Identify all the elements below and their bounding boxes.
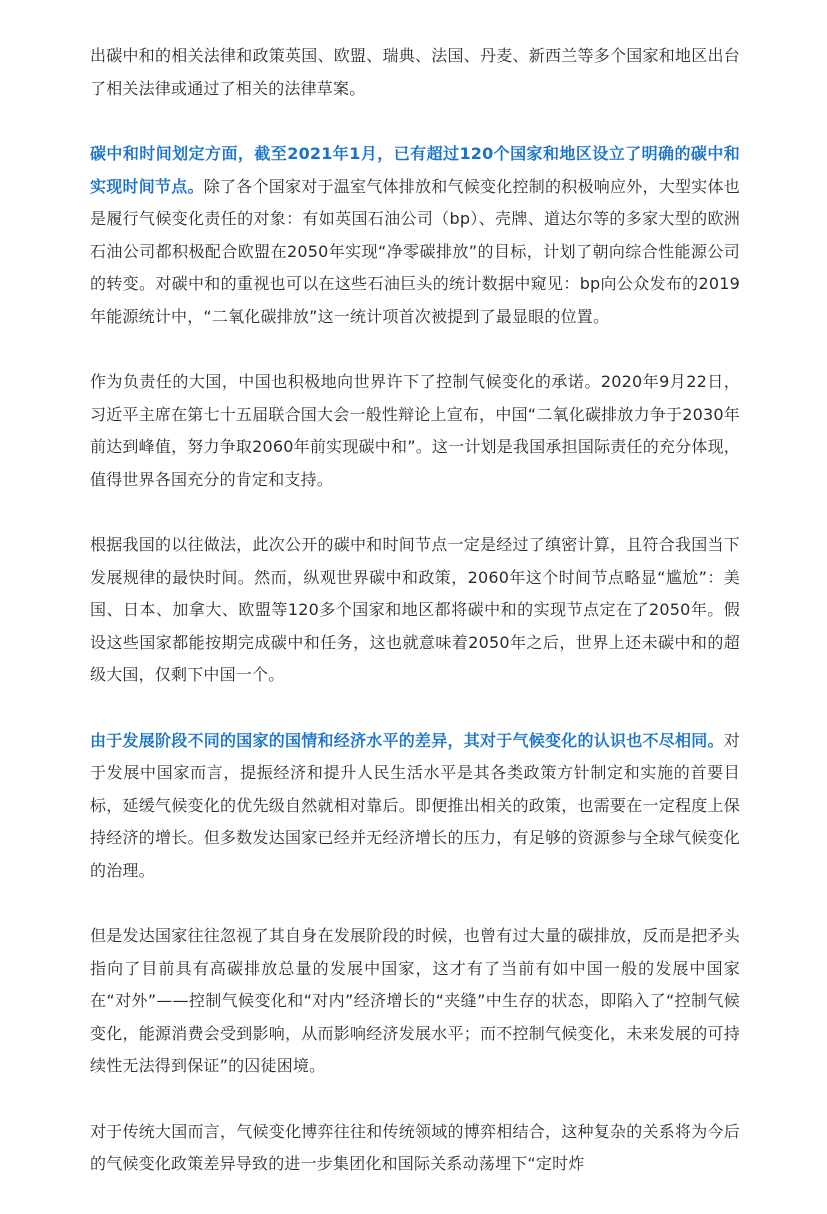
document-page <box>90 40 740 1214</box>
paragraph-1-text: 出碳中和的相关法律和政策英国、欧盟、瑞典、法国、丹麦、新西兰等多个国家和地区出台了相关法律或通过了相关的法律草案。 <box>90 46 740 98</box>
paragraph-2 <box>90 138 740 333</box>
paragraph-1 <box>90 40 740 105</box>
paragraph-3-text: 作为负责任的大国，中国也积极地向世界许下了控制气候变化的承诺。2020年9月22日，习近平主席在第七十五届联合国大会一般性辩论上宣布，中国“二氧化碳排放力争于2030年前达到峰值，努力争取2060年前实现碳中和”。这一计划是我国承担国际责任的充分体现，值得世界各国充分的肯定和支持。 <box>90 372 740 489</box>
paragraph-6 <box>90 920 740 1083</box>
paragraph-5 <box>90 725 740 888</box>
paragraph-7 <box>90 1116 740 1181</box>
paragraph-6-text: 但是发达国家往往忽视了其自身在发展阶段的时候，也曾有过大量的碳排放，反而是把矛头指向了目前具有高碳排放总量的发展中国家，这才有了当前有如中国一般的发展中国家在“对外”——控制气候变化和“对内”经济增长的“夹缝”中生存的状态，即陷入了“控制气候变化，能源消费会受到影响，从而影响经济发展水平；而不控制气候变化，未来发展的可持续性无法得到保证”的囚徒困境。 <box>90 926 740 1075</box>
paragraph-5-highlight: 由于发展阶段不同的国家的国情和经济水平的差异，其对于气候变化的认识也不尽相同。 <box>90 730 724 750</box>
paragraph-5-text: 对于发展中国家而言，提振经济和提升人民生活水平是其各类政策方针制定和实施的首要目标，延缓气候变化的优先级自然就相对靠后。即便推出相关的政策，也需要在一定程度上保持经济的增长。但多数发达国家已经并无经济增长的压力，有足够的资源参与全球气候变化的治理。 <box>90 730 740 880</box>
paragraph-4-text: 根据我国的以往做法，此次公开的碳中和时间节点一定是经过了缜密计算，且符合我国当下发展规律的最快时间。然而，纵观世界碳中和政策，2060年这个时间节点略显“尴尬”：美国、日本、加拿大、欧盟等120多个国家和地区都将碳中和的实现节点定在了2050年。假设这些国家都能按期完成碳中和任务，这也就意味着2050年之后，世界上还未碳中和的超级大国，仅剩下中国一个。 <box>90 535 740 684</box>
paragraph-7-text: 对于传统大国而言，气候变化博弈往往和传统领域的博弈相结合，这种复杂的关系将为今后的气候变化政策差异导致的进一步集团化和国际关系动荡埋下“定时炸 <box>90 1121 740 1173</box>
paragraph-2-text: 除了各个国家对于温室气体排放和气候变化控制的积极响应外，大型实体也是履行气候变化责任的对象：有如英国石油公司（bp）、壳牌、道达尔等的多家大型的欧洲石油公司都积极配合欧盟在2050年实现“净零碳排放”的目标，计划了朝向综合性能源公司的转变。对碳中和的重视也可以在这些石油巨头的统计数据中窥见：bp向公众发布的2019年能源统计中，“二氧化碳排放”这一统计项首次被提到了最显眼的位置。 <box>90 176 740 326</box>
paragraph-4 <box>90 529 740 692</box>
paragraph-2-highlight: 碳中和时间划定方面，截至2021年1月，已有超过120个国家和地区设立了明确的碳中和实现时间节点。 <box>90 144 740 196</box>
paragraph-3 <box>90 366 740 496</box>
